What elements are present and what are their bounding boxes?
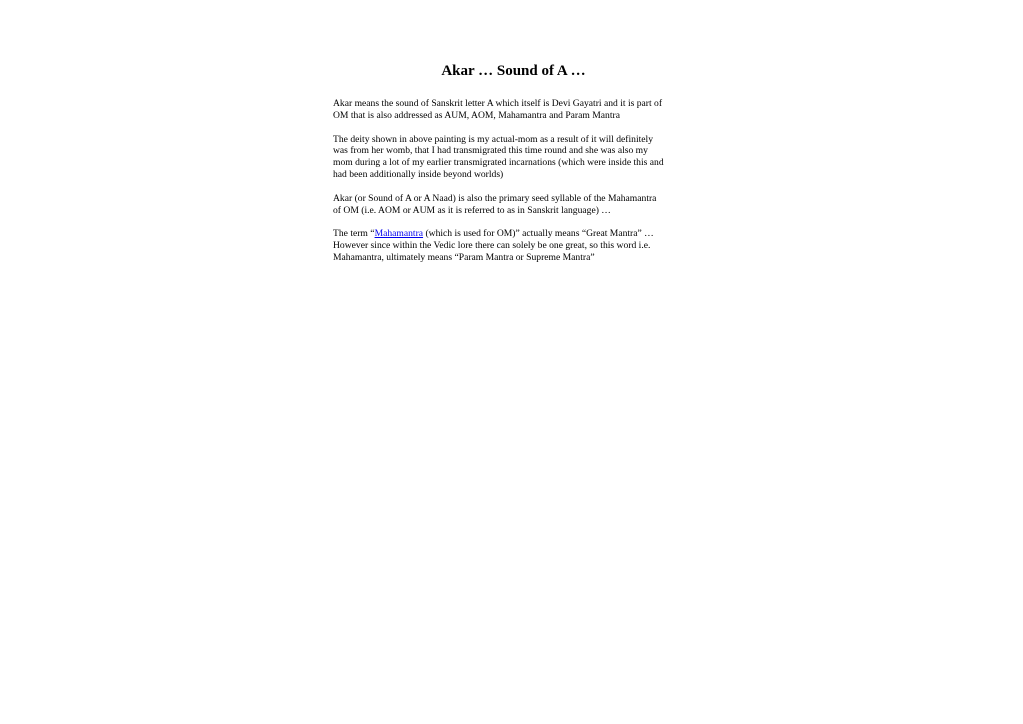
- paragraph-line: OM that is also addressed as AUM, AOM, Mahamantra and Param Mantra: [333, 109, 620, 121]
- paragraph-deity: [333, 134, 693, 181]
- paragraph-akar-meaning: [333, 98, 693, 122]
- paragraph-line: Akar means the sound of Sanskrit letter A which itself is Devi Gayatri and it is part of: [333, 98, 663, 109]
- paragraph-line: However since within the Vedic lore there can solely be one great, so this word i.e.: [333, 240, 651, 252]
- paragraph-line: Mahamantra, ultimately means “Param Mantra or Supreme Mantra”: [333, 251, 595, 263]
- paragraph-line: mom during a lot of my earlier transmigrated incarnations (which were inside this and: [333, 157, 664, 169]
- paragraph-line: Akar (or Sound of A or A Naad) is also the primary seed syllable of the Mahamantra: [333, 192, 657, 204]
- paragraph-seed-syllable: [333, 193, 693, 217]
- paragraph-line-with-link: [333, 228, 693, 240]
- paragraph-mahamantra-term: [333, 228, 693, 263]
- paragraph-line: of OM (i.e. AOM or AUM as it is referred to as in Sanskrit language) …: [333, 204, 611, 216]
- mahamantra-link[interactable]: Mahamantra: [374, 228, 424, 240]
- page-title: Akar … Sound of A …: [441, 63, 586, 79]
- paragraph-line: was from her womb, that I had transmigrated this time round and she was also my: [333, 145, 648, 157]
- paragraph-line: The deity shown in above painting is my actual-mom as a result of it will definitely: [333, 133, 653, 145]
- text-after-link: (which is used for OM)” actually means “Great Mantra” …: [423, 228, 654, 240]
- document-content: [333, 60, 693, 276]
- paragraph-line: had been additionally inside beyond worlds): [333, 168, 504, 180]
- text-before-link: The term “: [333, 228, 375, 240]
